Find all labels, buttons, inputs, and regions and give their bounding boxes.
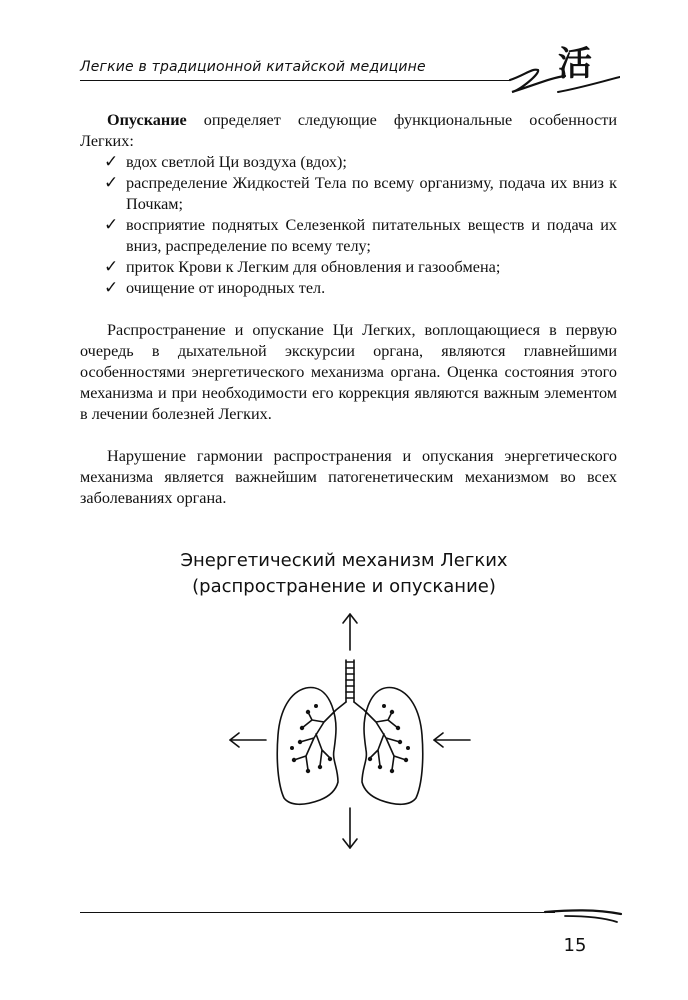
bronchial-tree-right	[354, 702, 406, 770]
alveoli-dots	[290, 704, 410, 773]
check-icon: ✓	[104, 152, 119, 172]
function-list	[80, 152, 617, 299]
arrow-up-icon	[343, 614, 357, 650]
list-item	[80, 152, 617, 173]
header-glyph: 活	[558, 44, 592, 84]
paragraph-mechanism: Распространение и опускание Ци Легких, воплощающиеся в первую очередь в дыхательной экскурсии органа, являются главнейшими особенностями энергетического механизма органа. Оценка состояния этого механизма и при необходимости его коррекция являются важным элементом в лечении болезней Легких.	[80, 321, 617, 423]
intro-text: определяет следующие функциональные особенности Легких:	[80, 111, 617, 150]
page-number: 15	[563, 935, 587, 956]
list-item-text: распределение Жидкостей Тела по всему организму, подача их вниз к Почкам;	[126, 174, 617, 213]
figure-title-line-2: (распространение и опускание)	[192, 576, 496, 597]
list-item	[80, 215, 617, 257]
check-icon: ✓	[104, 215, 119, 235]
arrow-left-icon	[230, 733, 266, 747]
arrow-left-icon	[434, 733, 470, 747]
trachea-shape	[346, 660, 354, 702]
list-item	[80, 257, 617, 278]
left-lung-shape	[277, 688, 338, 805]
header-rule	[80, 80, 510, 81]
list-item	[80, 278, 617, 299]
list-item-text: приток Крови к Легким для обновления и газообмена;	[126, 258, 501, 276]
list-item-text: восприятие поднятых Селезенкой питательных веществ и подача их вниз, распределение по всему телу;	[126, 216, 617, 255]
bronchial-tree-left	[294, 702, 346, 770]
footer-ornament-brushstroke	[535, 900, 625, 930]
footer-rule	[80, 912, 555, 913]
arrow-down-icon	[343, 808, 357, 848]
list-item	[80, 173, 617, 215]
page-body	[80, 110, 617, 509]
paragraph-disharmony: Нарушение гармонии распространения и опускания энергетического механизма является важнейшим патогенетическим механизмом во всех заболеваниях органа.	[80, 447, 617, 507]
figure-title-line-1: Энергетический механизм Легких	[180, 550, 508, 571]
header-ornament-brushstroke	[480, 30, 620, 110]
list-item-text: очищение от инородных тел.	[126, 279, 326, 297]
list-item-text: вдох светлой Ци воздуха (вдох);	[126, 153, 347, 171]
running-header-title: Легкие в традиционной китайской медицине	[80, 59, 426, 75]
lungs-diagram	[220, 610, 480, 855]
check-icon: ✓	[104, 257, 119, 277]
intro-paragraph	[80, 110, 617, 152]
check-icon: ✓	[104, 278, 119, 298]
intro-term: Опускание	[107, 111, 187, 129]
check-icon: ✓	[104, 173, 119, 193]
right-lung-shape	[362, 688, 423, 805]
